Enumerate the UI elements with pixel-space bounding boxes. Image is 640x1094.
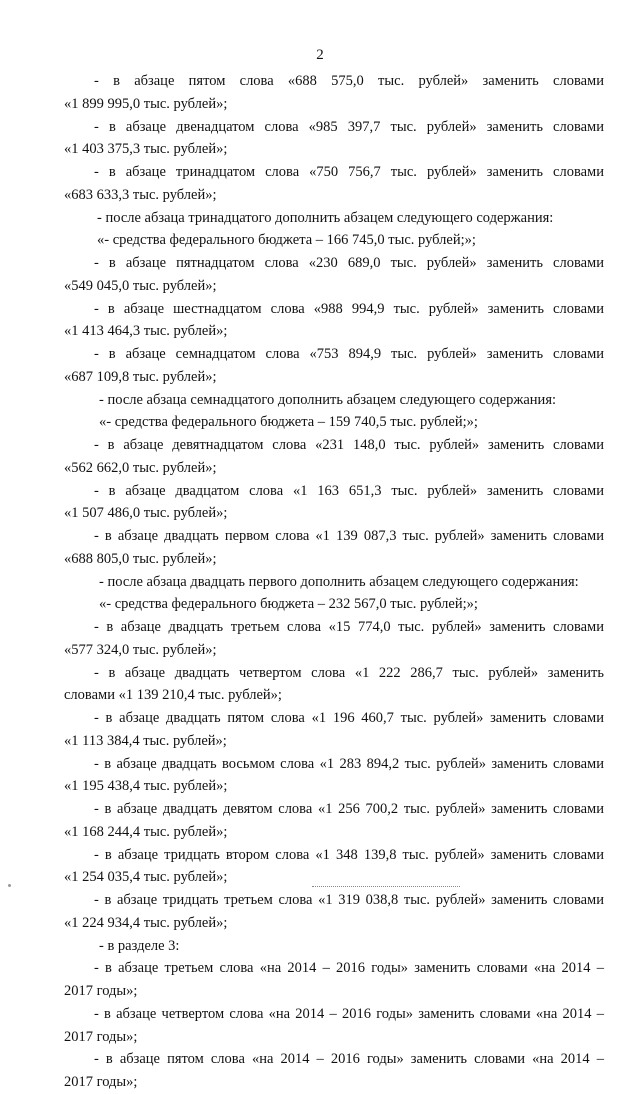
text-line: - в абзаце четвертом слова «на 2014 – 2016 годы» заменить словами «на 2014 – bbox=[94, 1005, 604, 1022]
text-line: - в абзаце пятом слова «на 2014 – 2016 годы» заменить словами «на 2014 – bbox=[94, 1051, 604, 1068]
scan-mark bbox=[8, 884, 11, 887]
text-line: - в абзаце пятом слова «688 575,0 тыс. рублей» заменить словами bbox=[94, 73, 604, 89]
text-line: «687 109,8 тыс. рублей»; bbox=[64, 368, 217, 385]
text-line: - в абзаце шестнадцатом слова «988 994,9 тыс. рублей» заменить словами bbox=[94, 300, 604, 317]
text-line: «1 113 384,4 тыс. рублей»; bbox=[64, 732, 227, 749]
text-line: «1 195 438,4 тыс. рублей»; bbox=[64, 778, 228, 795]
text-line: «1 254 035,4 тыс. рублей»; bbox=[64, 869, 228, 886]
text-line: «1 899 995,0 тыс. рублей»; bbox=[64, 95, 228, 112]
text-line: - в абзаце третьем слова «на 2014 – 2016 годы» заменить словами «на 2014 – bbox=[94, 960, 604, 977]
text-line: - в абзаце пятнадцатом слова «230 689,0 тыс. рублей» заменить словами bbox=[94, 255, 604, 271]
text-line: - в абзаце двадцать третьем слова «15 774,0 тыс. рублей» заменить словами bbox=[94, 619, 604, 635]
document-body bbox=[64, 70, 604, 1094]
text-line: - в абзаце двадцать первом слова «1 139 087,3 тыс. рублей» заменить словами bbox=[94, 528, 604, 544]
text-line: - в абзаце двадцать девятом слова «1 256 700,2 тыс. рублей» заменить словами bbox=[94, 801, 604, 817]
text-line: - в абзаце двадцать восьмом слова «1 283 894,2 тыс. рублей» заменить словами bbox=[94, 755, 604, 772]
text-line: «- средства федерального бюджета – 166 745,0 тыс. рублей;»; bbox=[97, 232, 476, 249]
text-line: «1 403 375,3 тыс. рублей»; bbox=[64, 141, 228, 158]
text-line: - в абзаце двадцатом слова «1 163 651,3 тыс. рублей» заменить словами bbox=[94, 482, 604, 499]
text-line: - в абзаце тридцать третьем слова «1 319 038,8 тыс. рублей» заменить словами bbox=[94, 892, 604, 908]
text-line: словами «1 139 210,4 тыс. рублей»; bbox=[64, 687, 282, 704]
text-line: «688 805,0 тыс. рублей»; bbox=[64, 550, 217, 567]
text-line: - в разделе 3: bbox=[99, 937, 180, 954]
text-line: 2017 годы»; bbox=[64, 1074, 138, 1090]
text-line: «1 224 934,4 тыс. рублей»; bbox=[64, 914, 228, 931]
text-line: «562 662,0 тыс. рублей»; bbox=[64, 459, 217, 476]
text-line: - в абзаце тридцать втором слова «1 348 139,8 тыс. рублей» заменить словами bbox=[94, 846, 604, 863]
text-line: - после абзаца семнадцатого дополнить абзацем следующего содержания: bbox=[99, 391, 557, 408]
text-line: 2017 годы»; bbox=[64, 983, 138, 999]
text-line: «577 324,0 тыс. рублей»; bbox=[64, 641, 217, 658]
scan-dotted-mark bbox=[312, 886, 460, 887]
text-line: «- средства федерального бюджета – 159 740,5 тыс. рублей;»; bbox=[99, 414, 478, 431]
text-line: - в абзаце двадцать четвертом слова «1 222 286,7 тыс. рублей» заменить bbox=[94, 664, 604, 681]
text-line: «1 507 486,0 тыс. рублей»; bbox=[64, 505, 228, 522]
text-line: - после абзаца двадцать первого дополнить абзацем следующего содержания: bbox=[99, 573, 579, 590]
text-line: - после абзаца тринадцатого дополнить абзацем следующего содержания: bbox=[97, 209, 554, 226]
page-number: 2 bbox=[316, 47, 324, 63]
text-line: - в абзаце тринадцатом слова «750 756,7 тыс. рублей» заменить словами bbox=[94, 164, 604, 180]
text-line: - в абзаце семнадцатом слова «753 894,9 тыс. рублей» заменить словами bbox=[94, 346, 604, 362]
text-line: «549 045,0 тыс. рублей»; bbox=[64, 277, 217, 294]
text-line: 2017 годы»; bbox=[64, 1028, 138, 1045]
text-line: - в абзаце девятнадцатом слова «231 148,0 тыс. рублей» заменить словами bbox=[94, 437, 604, 453]
text-line: «683 633,3 тыс. рублей»; bbox=[64, 186, 217, 203]
text-line: - в абзаце двадцать пятом слова «1 196 460,7 тыс. рублей» заменить словами bbox=[94, 710, 604, 726]
text-line: «- средства федерального бюджета – 232 567,0 тыс. рублей;»; bbox=[99, 596, 478, 613]
text-line: «1 413 464,3 тыс. рублей»; bbox=[64, 323, 228, 340]
text-line: «1 168 244,4 тыс. рублей»; bbox=[64, 823, 228, 840]
text-line: - в абзаце двенадцатом слова «985 397,7 тыс. рублей» заменить словами bbox=[94, 118, 604, 135]
